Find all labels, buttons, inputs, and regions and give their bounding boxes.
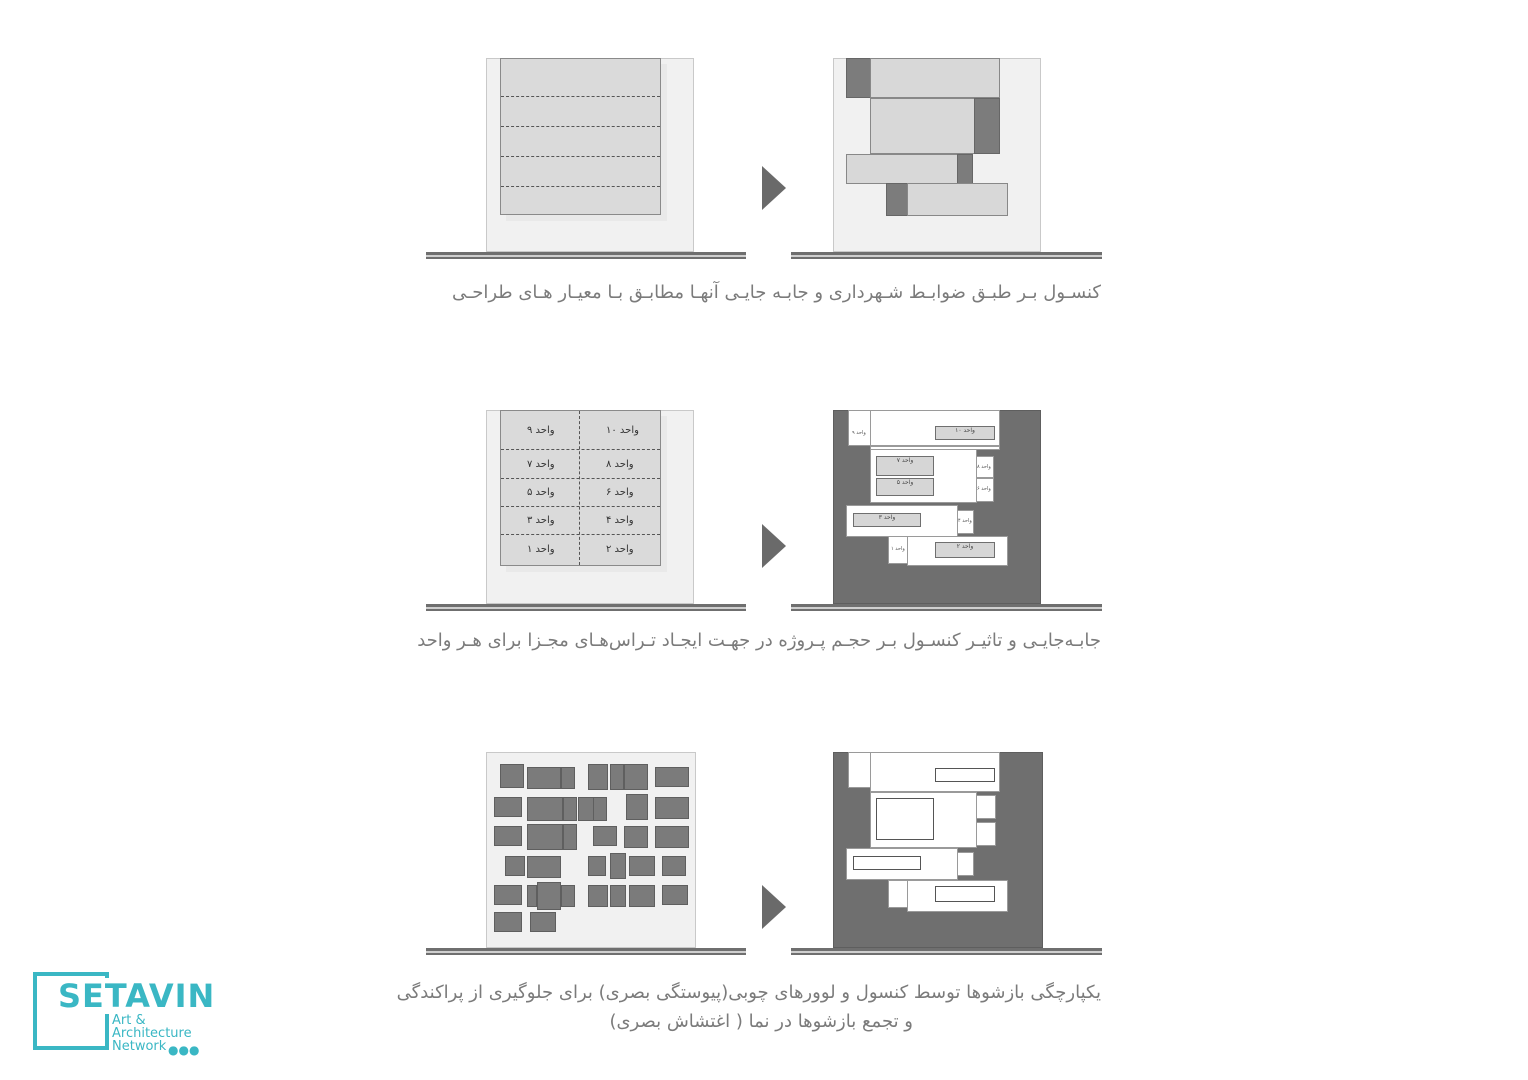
unit-5-label: واحد ۵	[527, 487, 555, 498]
row2-left-ground	[426, 604, 746, 609]
row1-left-building	[500, 58, 661, 215]
unit-8-label: واحد ۸	[606, 459, 634, 470]
triangle-right-icon	[762, 885, 786, 929]
logo-line2: Architecture	[112, 1026, 192, 1041]
row2-right-ground	[791, 604, 1102, 609]
unit-9-label: واحد ۹	[527, 425, 555, 436]
row2-caption: جابـه‌جایـی و تاثیـر کنسـول بـر حجـم پـروژه در جهـت ایجـاد تـراس‌هـای مجـزا برای هـر واحد	[417, 630, 1101, 651]
logo-line1: Art &	[112, 1013, 146, 1028]
triangle-right-icon	[762, 166, 786, 210]
row3-left-ground	[426, 948, 746, 953]
logo-dots-icon: ●●●	[168, 1043, 200, 1057]
logo-line3: Network	[112, 1039, 167, 1054]
unit-3-label: واحد ۳	[527, 515, 555, 526]
unit-10-label: واحد ۱۰	[606, 425, 639, 436]
row1-left-ground	[426, 252, 746, 257]
row3-caption-line1: یکپارچگی بازشوها توسط کنسول و لوورهای چوبی(پیوستگی بصری) برای جلوگیری از پراکندگی	[396, 982, 1101, 1003]
unit-7-label: واحد ۷	[527, 459, 555, 470]
row3-right-ground	[791, 948, 1102, 953]
unit-1-label: واحد ۱	[527, 544, 555, 555]
triangle-right-icon	[762, 524, 786, 568]
row1-right-ground	[791, 252, 1102, 257]
row2-left-building	[500, 410, 661, 566]
unit-2-label: واحد ۲	[606, 544, 634, 555]
unit-4-label: واحد ۴	[606, 515, 634, 526]
logo-brand: SETAVIN	[58, 977, 216, 1015]
row1-caption: کنسـول بـر طبـق ضوابـط شـهرداری و جابـه جایـی آنهـا مطابـق بـا معیـار هـای طراحـی	[451, 282, 1101, 303]
row3-caption-line2: و تجمع بازشوها در نما ( اغتشاش بصری)	[609, 1011, 913, 1032]
unit-6-label: واحد ۶	[606, 487, 634, 498]
